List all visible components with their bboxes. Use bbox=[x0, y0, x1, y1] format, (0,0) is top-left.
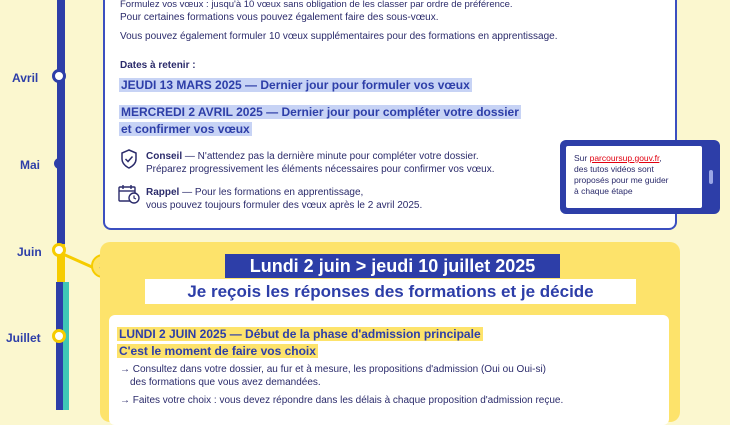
step-connector bbox=[61, 252, 95, 269]
phone-illustration bbox=[560, 140, 725, 215]
calendar-clock-icon bbox=[118, 184, 140, 204]
date-highlight-april-2: et confirmer vos vœux bbox=[121, 122, 250, 136]
choice-time-highlight: C'est le moment de faire vos choix bbox=[119, 344, 316, 358]
date-highlight-april-1: MERCREDI 2 AVRIL 2025 — Dernier jour pour compléter votre dossier bbox=[121, 105, 519, 119]
tutorial-note-line-4: à chaque étape bbox=[574, 186, 633, 196]
timeline-dot-july bbox=[52, 329, 66, 343]
conseil-text-1: — N'attendez pas la dernière minute pour compléter votre dossier. bbox=[182, 151, 479, 162]
rappel-line-2: vous pouvez toujours formuler des vœux après le 2 avril 2025. bbox=[146, 200, 423, 211]
conseil-line-1 bbox=[146, 150, 479, 163]
admission-start-highlight: LUNDI 2 JUIN 2025 — Début de la phase d'admission principale bbox=[119, 327, 481, 341]
dates-label: Dates à retenir : bbox=[120, 60, 196, 71]
tutorial-note-line-3: proposés pour me guider bbox=[574, 175, 669, 185]
tutorial-note-line-2: des tutos vidéos sont bbox=[574, 164, 654, 174]
conseil-title: Conseil bbox=[146, 151, 183, 162]
conseil-line-2: Préparez progressivement les éléments nécessaires pour confirmer vos vœux. bbox=[146, 164, 495, 175]
month-label-july: Juillet bbox=[6, 331, 41, 345]
rappel-title: Rappel bbox=[146, 187, 180, 198]
date-highlight-march: JEUDI 13 MARS 2025 — Dernier jour pour formuler vos vœux bbox=[121, 78, 470, 92]
rappel-text-1: — Pour les formations en apprentissage, bbox=[179, 187, 364, 198]
month-label-june: Juin bbox=[17, 245, 42, 259]
timeline-rail-top bbox=[57, 0, 65, 244]
parcoursup-link[interactable]: parcoursup.gouv.fr bbox=[589, 153, 660, 163]
tutorial-note-line-1: Sur parcoursup.gouv.fr, bbox=[574, 153, 662, 163]
section-3-date-range: Lundi 2 juin > jeudi 10 juillet 2025 bbox=[225, 254, 560, 278]
rappel-line-1 bbox=[146, 186, 363, 199]
timeline-dot-april bbox=[52, 69, 66, 83]
section-3-title: Je reçois les réponses des formations et je décide bbox=[145, 279, 636, 304]
wishes-line-3: Vous pouvez également formuler 10 vœux supplémentaires pour des formations en apprentissage. bbox=[120, 31, 558, 42]
month-label-may: Mai bbox=[20, 158, 41, 172]
shield-check-icon bbox=[120, 149, 138, 169]
bullet-2: → Faites votre choix : vous devez répondre dans les délais à chaque proposition d'admission reçue. bbox=[120, 395, 564, 406]
bullet-1-line-2: des formations que vous avez demandées. bbox=[130, 377, 321, 388]
timeline-dot-may bbox=[54, 158, 65, 169]
timeline-rail-teal bbox=[63, 282, 69, 410]
wishes-line-2: Pour certaines formations vous pouvez également faire des sous-vœux. bbox=[120, 12, 439, 23]
timeline-rail-bottom bbox=[56, 282, 63, 410]
wishes-line-1: Formulez vos vœux : jusqu'à 10 vœux sans obligation de les classer par ordre de préférence. bbox=[120, 0, 513, 10]
bullet-1-line-1: → Consultez dans votre dossier, au fur et à mesure, les propositions d'admission (Oui ou Oui-si) bbox=[120, 364, 546, 375]
month-label-april: Avril bbox=[12, 71, 39, 85]
